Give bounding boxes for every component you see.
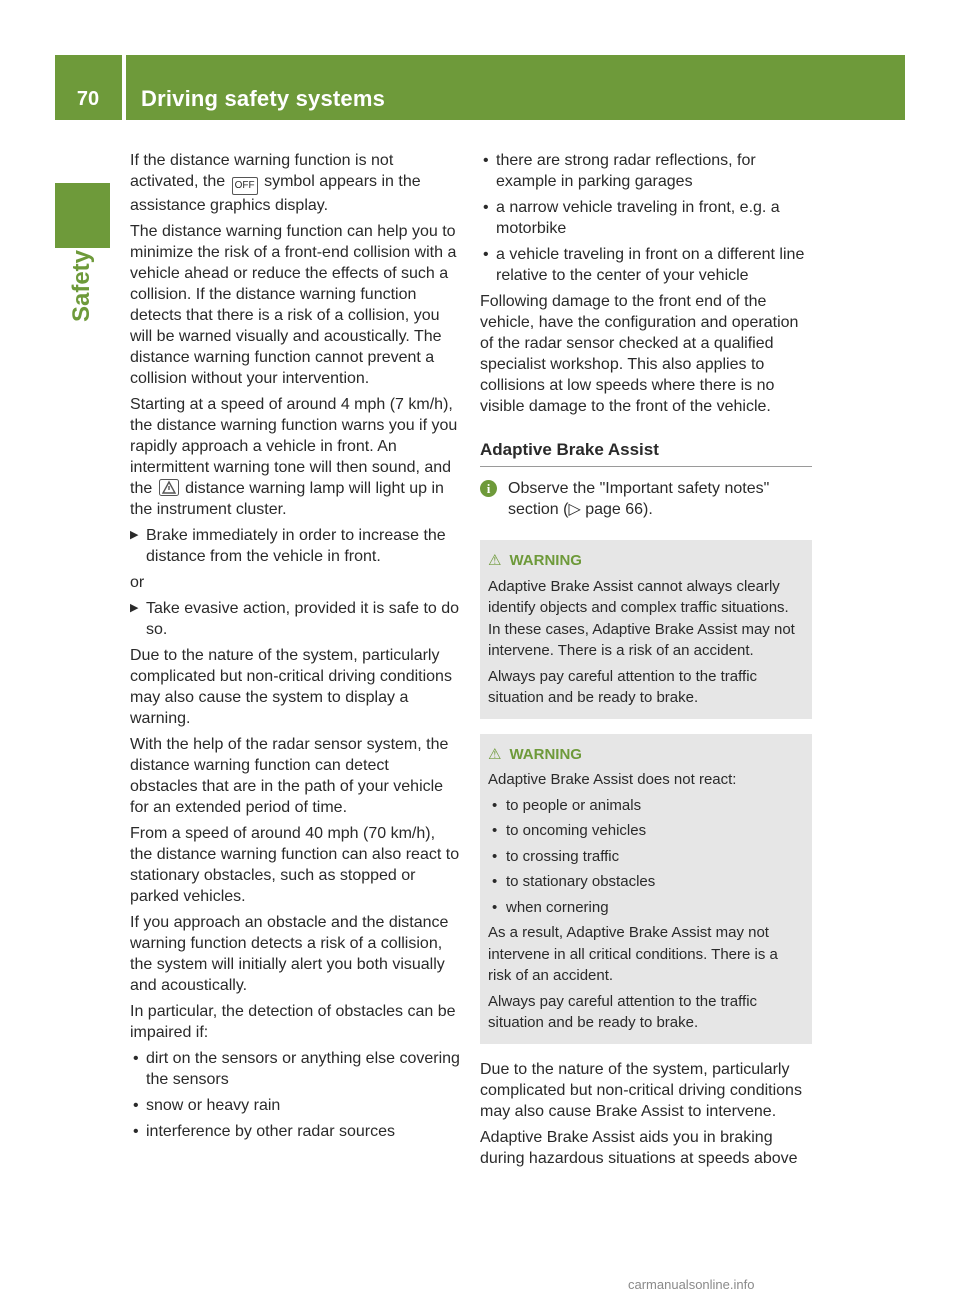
list-item: • dirt on the sensors or anything else covering the sensors bbox=[130, 1048, 460, 1090]
list-item: • snow or heavy rain bbox=[130, 1095, 460, 1116]
warning-triangle-icon: ⚠ bbox=[488, 745, 502, 763]
instruction-step: ▶ Take evasive action, provided it is safe to do so. bbox=[130, 598, 460, 640]
text: distance warning lamp will light up in the instrument cluster. bbox=[130, 480, 444, 518]
paragraph: Adaptive Brake Assist aids you in braking during hazardous situations at speeds above bbox=[480, 1128, 798, 1167]
warning-triangle-icon: ⚠ bbox=[488, 552, 502, 569]
text: symbol appears in the assistance graphics display. bbox=[130, 173, 421, 214]
section-heading: Adaptive Brake Assist bbox=[480, 439, 812, 467]
warning-list-item: • to crossing traffic bbox=[488, 846, 804, 868]
warning-list-item: • to oncoming vehicles bbox=[488, 820, 804, 842]
header-divider bbox=[122, 55, 126, 120]
paragraph: Following damage to the front end of the vehicle, have the configuration and operation of the radar sensor checked at a qualified specialist workshop. This also applies to collisions at low speeds where there is no visible damage to the front of the vehicle. bbox=[480, 293, 799, 415]
warning-title bbox=[488, 744, 804, 766]
warning-paragraph: Always pay careful attention to the traffic situation and be ready to brake. bbox=[488, 667, 758, 706]
left-column bbox=[130, 150, 460, 1147]
warning-paragraph: Adaptive Brake Assist cannot always clearly identify objects and complex traffic situations. In these cases, Adaptive Brake Assist may not intervene. There is a risk of an accident. bbox=[488, 577, 795, 659]
paragraph: With the help of the radar sensor system, the distance warning function can detect obstacles that are in the path of your vehicle for an extended period of time. bbox=[130, 736, 449, 816]
warning-paragraph: Adaptive Brake Assist does not react: bbox=[488, 771, 737, 788]
info-note bbox=[480, 478, 812, 520]
info-icon: i bbox=[480, 480, 497, 497]
list-item: • interference by other radar sources bbox=[130, 1121, 460, 1142]
warning-paragraph: Always pay careful attention to the traffic situation and be ready to brake. bbox=[488, 992, 758, 1031]
warning-label: WARNING bbox=[509, 552, 582, 569]
paragraph: From a speed of around 40 mph (70 km/h), the distance warning function can also react to stationary obstacles, such as stopped or parked vehicles. bbox=[130, 825, 460, 905]
warning-paragraph: As a result, Adaptive Brake Assist may not intervene in all critical conditions. There is a risk of an accident. bbox=[488, 924, 778, 984]
paragraph bbox=[130, 150, 460, 216]
text: Starting at a speed of around 4 mph (7 km/h), the distance warning function warns you if you rapidly approach a vehicle in front. An intermittent warning tone will then sound, and the bbox=[130, 396, 458, 497]
list-item: • a narrow vehicle traveling in front, e.g. a motorbike bbox=[480, 197, 812, 239]
info-text: Observe the "Important safety notes" section (▷ page 66). bbox=[508, 480, 770, 518]
warning-list-item: • when cornering bbox=[488, 897, 804, 919]
distance-warning-lamp-icon bbox=[157, 480, 181, 497]
paragraph: If you approach an obstacle and the distance warning function detects a risk of a collision, the system will initially alert you both visually and acoustically. bbox=[130, 914, 449, 994]
distance-warning-off-icon: OFF bbox=[232, 177, 258, 195]
chapter-title: Driving safety systems bbox=[141, 86, 386, 111]
watermark-text: carmanualsonline.info bbox=[628, 1277, 755, 1292]
right-column bbox=[480, 150, 812, 1174]
paragraph: In particular, the detection of obstacles can be impaired if: bbox=[130, 1003, 456, 1041]
warning-box bbox=[480, 734, 812, 1044]
paragraph bbox=[130, 394, 460, 520]
paragraph: Due to the nature of the system, particularly complicated but non-critical driving conditions may also cause Brake Assist to intervene. bbox=[480, 1060, 802, 1120]
text: If the distance warning function is not activated, the bbox=[130, 152, 394, 190]
list-item: • a vehicle traveling in front on a different line relative to the center of your vehicle bbox=[480, 244, 812, 286]
paragraph: Due to the nature of the system, particularly complicated but non-critical driving conditions may also cause the system to display a warning. bbox=[130, 647, 452, 727]
list-item: • there are strong radar reflections, for example in parking garages bbox=[480, 150, 812, 192]
side-tab-block bbox=[55, 183, 110, 248]
paragraph: or bbox=[130, 574, 145, 591]
warning-title bbox=[488, 550, 804, 572]
page-number: 70 bbox=[76, 88, 100, 110]
warning-box bbox=[480, 540, 812, 719]
instruction-step: ▶ Brake immediately in order to increase the distance from the vehicle in front. bbox=[130, 525, 460, 567]
paragraph: The distance warning function can help you to minimize the risk of a front-end collision with a vehicle ahead or reduce the effects of such a collision. If the distance warning function detects that there is a risk of a collision, you will be warned visually and acoustically. The distance warning function cannot prevent a collision without your intervention. bbox=[130, 223, 457, 387]
warning-list-item: • to stationary obstacles bbox=[488, 871, 804, 893]
warning-label: WARNING bbox=[509, 745, 582, 763]
warning-list-item: • to people or animals bbox=[488, 795, 804, 817]
side-section-label: Safety bbox=[68, 249, 95, 323]
